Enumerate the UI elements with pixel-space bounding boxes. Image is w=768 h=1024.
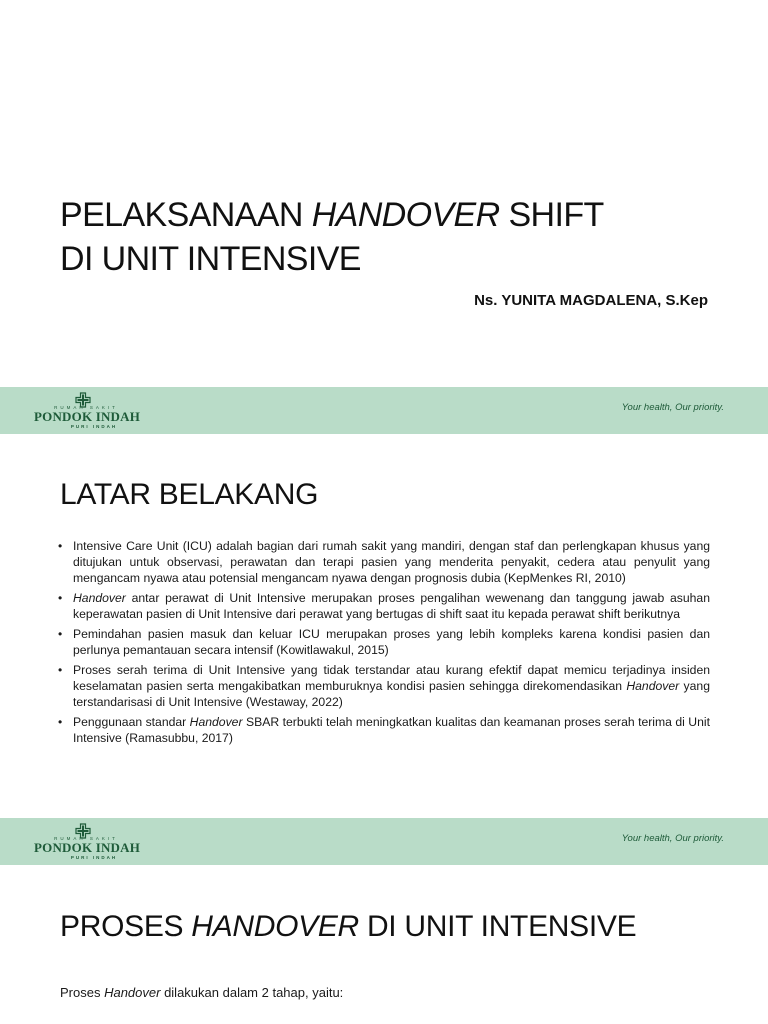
presenter-name: Ns. YUNITA MAGDALENA, S.Kep — [474, 292, 708, 309]
brand-band — [0, 818, 768, 865]
bullet-emphasis: Handover — [626, 679, 680, 693]
intro-part: Proses — [60, 985, 105, 1000]
bullet-text: SBAR terbukti telah meningkatkan kualitas dan keamanan proses serah terima di Unit Intensive (Ramasubbu, 2017) — [73, 715, 710, 745]
heading-text: PROSES — [60, 910, 192, 943]
heading-text: DI UNIT INTENSIVE — [358, 910, 637, 943]
title-emphasis: HANDOVER — [311, 196, 500, 234]
tagline: Your health, Our priority. — [621, 833, 724, 844]
bullet-item — [58, 590, 710, 622]
bullet-text: Penggunaan standar — [73, 715, 190, 729]
title-line-2: DI UNIT INTENSIVE — [60, 240, 361, 278]
heading-emphasis: HANDOVER — [191, 910, 359, 943]
section-heading: LATAR BELAKANG — [60, 478, 319, 511]
logo-sub-text: PURI INDAH — [70, 855, 118, 860]
bullet-item — [58, 662, 710, 710]
intro-part: dilakukan dalam 2 tahap, yaitu: — [160, 985, 344, 1000]
bullet-dot-icon: • — [58, 539, 63, 553]
tagline: Your health, Our priority. — [621, 402, 724, 413]
logo-top-text: RUMAH SAKIT — [54, 836, 118, 841]
bullet-text: Intensive Care Unit (ICU) adalah bagian dari rumah sakit yang mandiri, dengan staf dan perlengkapan khusus yang ditujukan untuk observasi, perawatan dan terapi pasien yang menderita penyakit, cedera atau penyulit yang mengancam nyawa atau potensial mengancam nyawa dengan prognosis dubia (KepMenkes RI, 2010) — [73, 539, 710, 585]
bullet-item — [58, 626, 710, 658]
title-slide — [0, 0, 768, 387]
logo-main-text: PONDOK INDAH — [34, 409, 141, 424]
title-text: SHIFT — [499, 196, 604, 234]
bullet-item — [58, 714, 710, 746]
bullet-dot-icon: • — [58, 627, 63, 641]
logo-main-text: PONDOK INDAH — [34, 840, 141, 855]
intro-emphasis: Handover — [104, 985, 161, 1000]
logo-sub-text: PURI INDAH — [70, 424, 118, 429]
bullet-list — [58, 538, 710, 750]
bullet-dot-icon: • — [58, 663, 63, 677]
brand-band — [0, 387, 768, 434]
bullet-text: antar perawat di Unit Intensive merupakan proses pengalihan wewenang dan tanggung jawab asuhan keperawatan pasien di Unit Intensive dari perawat yang bertugas di shift saat itu kepada perawat shift berikutnya — [73, 591, 710, 621]
logo-top-text: RUMAH SAKIT — [54, 405, 118, 410]
hospital-logo — [34, 823, 144, 861]
intro-text — [60, 985, 343, 1000]
bullet-dot-icon: • — [58, 715, 63, 729]
bullet-text: yang terstandarisasi di Unit Intensive (Westaway, 2022) — [73, 679, 710, 709]
bullet-text: Pemindahan pasien masuk dan keluar ICU merupakan proses yang lebih kompleks karena kondisi pasien dan perlunya pemantauan secara intensif (Kowitlawakul, 2015) — [73, 627, 710, 657]
bullet-emphasis: Handover — [189, 715, 243, 729]
hospital-logo — [34, 392, 144, 430]
section-heading — [60, 910, 636, 944]
slide-title — [60, 193, 740, 281]
bullet-item — [58, 538, 710, 586]
bullet-text: Proses serah terima di Unit Intensive yang tidak terstandar atau kurang efektif dapat memicu terjadinya insiden keselamatan pasien serta mengakibatkan memburuknya kondisi pasien sehingga direkomendasikan — [73, 663, 710, 693]
title-text: PELAKSANAAN — [60, 196, 312, 234]
bullet-emphasis: Handover — [73, 591, 126, 605]
bullet-dot-icon: • — [58, 591, 63, 605]
